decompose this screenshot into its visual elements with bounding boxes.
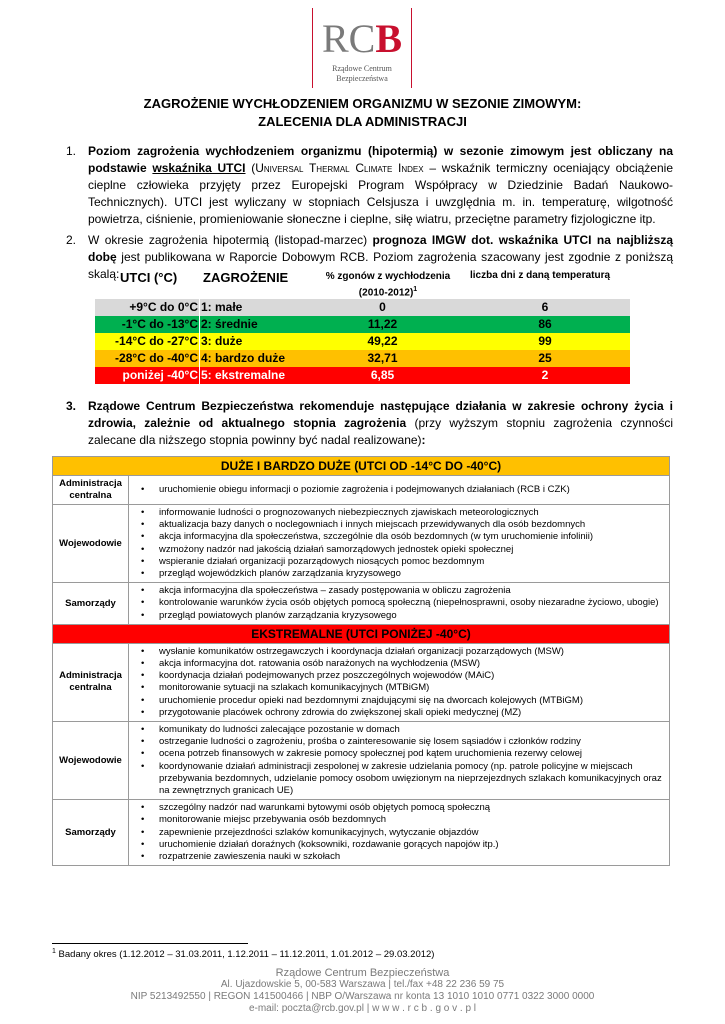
footnote-separator: [52, 943, 248, 944]
action-item: • przygotowanie placówek ochrony zdrowia do zwiększonej skali opieki medycznej (MZ): [129, 707, 665, 719]
group-label: Samorządy: [53, 800, 129, 866]
item3-paragraph: Rządowe Centrum Bezpieczeństwa rekomenduje następujące działania w zakresie ochrony życia i zdrowia, zależnie od aktualnego stopnia zagrożenia (przy wyższym stopniu zagrożenia czynności zalecane dla niższego stopnia powinny być nadal realizowane):: [88, 399, 674, 447]
scale-level: 4: bardzo duże: [201, 351, 286, 365]
action-item: • zapewnienie przejezdności szlaków komunikacyjnych, wytyczanie objazdów: [129, 827, 665, 839]
rcb-logo: [312, 8, 412, 88]
action-list: [129, 484, 665, 496]
scale-row: [95, 333, 630, 350]
logo-subtitle: Rządowe Centrum Bezpieczeństwa: [332, 64, 392, 83]
recommendation-group: [53, 476, 670, 505]
action-item: • kontrolowanie warunków życia osób objętych pomocą społeczną (niepełnosprawni, osoby niezaradne życiowo, ubogie): [129, 597, 665, 609]
action-item: • szczególny nadzór nad warunkami bytowymi osób objętych pomocą społeczną: [129, 802, 665, 814]
scale-level: 3: duże: [201, 334, 243, 348]
item2-number: 2.: [66, 233, 77, 247]
scale-days-count: 6: [541, 300, 549, 314]
action-item: • koordynacja działań podejmowanych przez poszczególnych wojewodów (MAiC): [129, 670, 665, 682]
action-item: • akcja informacyjna dot. ratowania osób narażonych na wychłodzenia (MSW): [129, 658, 665, 670]
group-label: Wojewodowie: [53, 722, 129, 800]
scale-utci-range: +9°C do 0°C: [129, 300, 198, 314]
scale-utci-range: -14°C do -27°C: [115, 334, 198, 348]
action-item: • ostrzeganie ludności o zagrożeniu, prośba o zainteresowanie się losem sąsiadów i członków rodziny: [129, 736, 665, 748]
action-item: • informowanie ludności o prognozowanych niebezpiecznych zjawiskach meteorologicznych: [129, 507, 665, 519]
scale-days-count: 25: [538, 351, 552, 365]
section2-header: EKSTREMALNE (UTCI PONIŻEJ -40°C): [53, 624, 670, 643]
recommendations-table: [52, 456, 670, 866]
scale-header-deaths: % zgonów z wychłodzenia (2010-2012)$^1$: [325, 271, 451, 299]
recommendation-group: [53, 800, 670, 866]
action-item: • monitorowanie miejsc przebywania osób bezdomnych: [129, 814, 665, 826]
group-label: Administracja centralna: [53, 643, 129, 721]
scale-row: [95, 316, 630, 333]
footer-bank: NIP 5213492550 | REGON 141500466 | NBP O/Warszawa nr konta 13 1010 1010 0771 0322 3000 0000: [130, 991, 595, 1002]
action-list: [129, 802, 665, 863]
recommendation-group: [53, 583, 670, 625]
scale-row: [95, 299, 630, 316]
scale-days-count: 99: [538, 334, 552, 348]
action-list: [129, 724, 665, 797]
scale-row: [95, 367, 630, 384]
scale-utci-range: -28°C do -40°C: [115, 351, 198, 365]
group-label: Administracja centralna: [53, 476, 129, 505]
action-item: • akcja informacyjna dla społeczeństwa – zasady postępowania w obliczu zagrożenia: [129, 585, 665, 597]
action-item: • uruchomienie procedur opieki nad bezdomnymi znajdującymi się na dworcach kolejowych (MTBiGM): [129, 695, 665, 707]
scale-deaths-pct: 0: [379, 300, 386, 314]
action-item: • akcja informacyjna dla społeczeństwa, szczególnie dla osób bezdomnych (w tym uruchomienie infolinii): [129, 531, 665, 543]
footer-contact: e-mail: poczta@rcb.gov.pl | w w w . r c b . g o v . p l: [248, 1003, 477, 1014]
section1-header: DUŻE I BARDZO DUŻE (UTCI OD -14°C DO -40°C): [53, 457, 670, 476]
item2-paragraph: W okresie zagrożenia hipotermią (listopad-marzec) prognoza IMGW dot. wskaźnika UTCI na najbliższą dobę jest publikowana w Raporcie Dobowym RCB. Poziom zagrożenia szacowany jest zgodnie z poniższą skalą:: [88, 233, 673, 281]
footer-org: Rządowe Centrum Bezpieczeństwa: [275, 967, 450, 979]
scale-header-days: liczba dni z daną temperaturą: [470, 270, 611, 281]
action-item: • przegląd powiatowych planów zarządzania kryzysowego: [129, 610, 665, 622]
page-footer: [0, 967, 725, 1015]
item1-paragraph: Poziom zagrożenia wychłodzeniem organizmu (hipotermią) w sezonie zimowym jest obliczany na podstawie wskaźnika UTCI (Universal Thermal Climate Index – wskaźnik termiczny oceniający obciążenie cieplne człowieka przyjęty przez Europejski Program Współpracy w Dziedzinie Badań Naukowo-Technicznych). UTCI jest wyliczany w stopniach Celsjusza i uwzględnia m. in. temperaturę, wilgotność powietrza, ciśnienie, promieniowanie słoneczne i cieplne, siłę wiatru, przeciętne parametry fizjologiczne itp.: [88, 144, 673, 226]
scale-days-count: 86: [538, 317, 552, 331]
scale-utci-range: -1°C do -13°C: [121, 317, 198, 331]
footnote: $^1$ Badany okres (1.12.2012 – 31.03.2011, 1.12.2011 – 11.12.2011, 1.01.2012 – 29.03.2012): [52, 948, 435, 961]
action-item: • monitorowanie sytuacji na szlakach komunikacyjnych (MTBiGM): [129, 682, 665, 694]
action-item: • aktualizacja bazy danych o noclegowniach i innych miejscach przewidywanych dla osób bezdomnych: [129, 519, 665, 531]
document-title: ZAGROŻENIE WYCHŁODZENIEM ORGANIZMU W SEZONIE ZIMOWYM: ZALECENIA DLA ADMINISTRACJI: [143, 96, 582, 129]
scale-row: [95, 350, 630, 367]
scale-deaths-pct: 32,71: [367, 351, 398, 365]
item3-number: 3.: [66, 399, 77, 413]
scale-header-utci: UTCI (°C): [120, 270, 178, 285]
scale-deaths-pct: 11,22: [367, 317, 398, 331]
action-item: • wspieranie działań organizacji pozarządowych niosących pomoc bezdomnym: [129, 556, 665, 568]
action-item: • ocena potrzeb finansowych w zakresie pomocy społecznej pod kątem uruchomienia rezerwy celowej: [129, 748, 665, 760]
action-item: • koordynowanie działań administracji zespolonej w zakresie udzielania pomocy (np. patrole policyjne w miejscach przebywania bezdomnych, udzielanie pomocy osobom uwięzionym na nieprzejezdnych szlakach komunikacyjnych oraz na zewnętrznych granicach UE): [129, 761, 665, 798]
scale-days-count: 2: [541, 368, 549, 382]
recommendation-group: [53, 722, 670, 800]
scale-utci-range: poniżej -40°C: [122, 368, 198, 382]
scale-deaths-pct: 6,85: [370, 368, 395, 382]
footer-address: Al. Ujazdowskie 5, 00-583 Warszawa | tel./fax +48 22 236 59 75: [220, 979, 505, 990]
scale-level: 1: małe: [201, 300, 243, 314]
item1-number: 1.: [66, 144, 77, 158]
recommendation-group: [53, 643, 670, 721]
action-list: [129, 507, 665, 580]
recommendation-group: [53, 505, 670, 583]
action-list: [129, 646, 665, 719]
action-item: • wzmożony nadzór nad jakością działań samorządowych jednostek opieki społecznej: [129, 544, 665, 556]
action-list: [129, 585, 665, 622]
group-label: Wojewodowie: [53, 505, 129, 583]
action-item: • uruchomienie działań doraźnych (koksowniki, rozdawanie gorących napojów itp.): [129, 839, 665, 851]
action-item: • uruchomienie obiegu informacji o poziomie zagrożenia i podejmowanych działaniach (RCB i CZK): [129, 484, 665, 496]
action-item: • komunikaty do ludności zalecające pozostanie w domach: [129, 724, 665, 736]
scale-deaths-pct: 49,22: [367, 334, 398, 348]
action-item: • wysłanie komunikatów ostrzegawczych i koordynacja działań organizacji pozarządowych (MSW): [129, 646, 665, 658]
group-label: Samorządy: [53, 583, 129, 625]
action-item: • przegląd wojewódzkich planów zarządzania kryzysowego: [129, 568, 665, 580]
logo-letters: RCB: [321, 16, 403, 61]
scale-level: 5: ekstremalne: [201, 368, 286, 382]
scale-header-level: ZAGROŻENIE: [203, 270, 289, 285]
scale-level: 2: średnie: [201, 317, 258, 331]
action-item: • rozpatrzenie zawieszenia nauki w szkołach: [129, 851, 665, 863]
